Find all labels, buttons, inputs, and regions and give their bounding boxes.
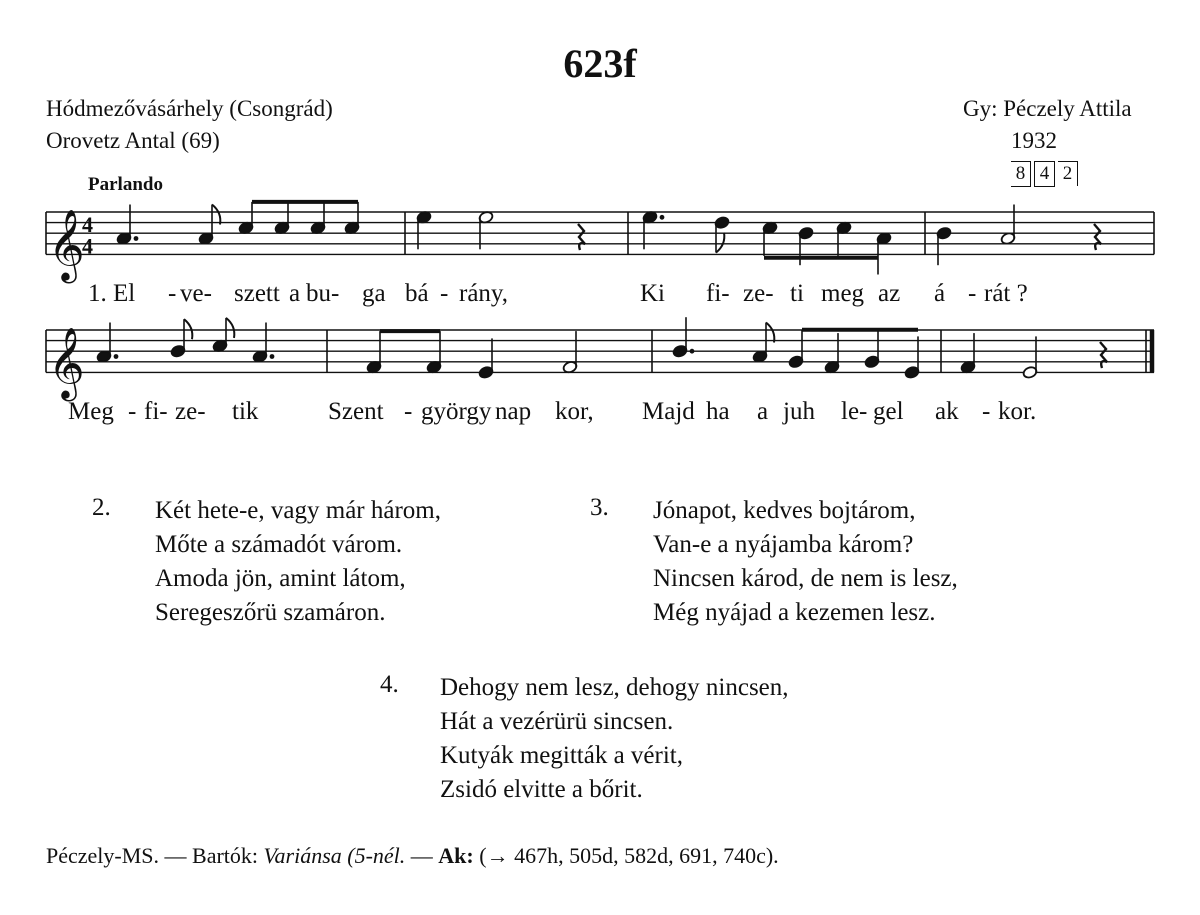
verse-line: Zsidó elvitte a bőrit. — [440, 776, 643, 803]
verse-number: 3. — [590, 494, 609, 521]
footnote-dash: — — [405, 843, 439, 868]
verse-2 — [155, 494, 441, 630]
lyric-syllable: 1. El — [88, 280, 136, 307]
note-dot — [270, 354, 275, 359]
verse-3 — [653, 494, 958, 630]
verse-line: Mőte a számadót várom. — [155, 531, 403, 558]
page-title: 623f — [563, 41, 637, 86]
lyric-syllable: Meg — [68, 398, 114, 425]
lyric-syllable: fi- — [144, 398, 168, 425]
lyric-syllable: - — [404, 398, 413, 425]
quarter-rest-icon — [1100, 342, 1107, 368]
verse-line: Hát a vezérürü sincsen. — [440, 708, 674, 735]
lyric-syllable: Ki — [640, 280, 665, 307]
verse-line: Amoda jön, amint látom, — [155, 565, 406, 592]
note-dot — [660, 215, 665, 220]
verse-line: Seregeszőrü szamáron. — [155, 599, 386, 626]
lyric-syllable: kor, — [555, 398, 594, 425]
lyric-syllable: bá — [405, 280, 429, 307]
lyric-syllable: - — [982, 398, 991, 425]
time-signature-top: 4 — [82, 212, 93, 238]
lyric-syllable: ve- — [180, 280, 212, 307]
quarter-rest-icon — [578, 224, 585, 250]
lyric-syllable: ze- — [175, 398, 206, 425]
lyric-syllable: - — [168, 280, 177, 307]
verse-line: Jónapot, kedves bojtárom, — [653, 497, 916, 524]
code-box-2: 4 — [1034, 161, 1055, 187]
note-flag — [212, 205, 220, 225]
note-dot — [114, 354, 119, 359]
lyric-syllable: juh — [783, 398, 815, 425]
lyric-syllable: ga — [362, 280, 386, 307]
footnote-source: Péczely-MS. — Bartók: — [46, 843, 264, 868]
source-footnote — [46, 843, 779, 869]
lyric-syllable: fi- — [706, 280, 730, 307]
footnote-variant: Variánsa (5-nél. — [263, 843, 406, 868]
verse-4 — [440, 671, 789, 807]
lyric-syllable: - — [440, 280, 449, 307]
lyric-syllable: a — [289, 280, 301, 307]
lyric-syllable: gel — [873, 398, 904, 425]
note-flag — [716, 233, 724, 253]
footnote-refs: (→ 467h, 505d, 582d, 691, 740c). — [473, 843, 779, 868]
lyric-syllable: györgy — [421, 398, 492, 425]
verse-line: Dehogy nem lesz, dehogy nincsen, — [440, 674, 789, 701]
lyric-syllable: ti — [790, 280, 804, 307]
code-box-1: 8 — [1011, 161, 1031, 187]
lyric-syllable: ak — [935, 398, 959, 425]
verse-number: 4. — [380, 671, 399, 698]
singer-label: Orovetz Antal (69) — [46, 128, 220, 153]
place-label: Hódmezővásárhely (Csongrád) — [46, 96, 333, 121]
lyric-syllable: nap — [495, 398, 532, 425]
lyric-syllable: a — [757, 398, 769, 425]
footnote-ak-label: Ak: — [438, 843, 474, 868]
note-flag — [766, 323, 774, 343]
quarter-rest-icon — [1094, 224, 1101, 250]
note-flag — [184, 319, 192, 339]
lyric-syllable: Szent — [328, 398, 384, 425]
lyric-syllable: rány, — [459, 280, 509, 307]
lyric-syllable: meg — [821, 280, 865, 307]
verse-line: Még nyájad a kezemen lesz. — [653, 599, 936, 626]
lyric-syllable: szett — [234, 280, 280, 307]
lyric-syllable: á — [934, 280, 946, 307]
treble-clef-icon: 𝄞 — [48, 325, 85, 399]
note-dot — [690, 349, 695, 354]
lyric-syllable: ha — [706, 398, 730, 425]
lyric-syllable: - — [128, 398, 137, 425]
lyric-syllable: ze- — [743, 280, 774, 307]
lyric-syllable: rát ? — [984, 280, 1028, 307]
verse-line: Két hete-e, vagy már három, — [155, 497, 441, 524]
tempo-marking: Parlando — [88, 174, 163, 195]
lyric-syllable: az — [878, 280, 901, 307]
verse-line: Nincsen károd, de nem is lesz, — [653, 565, 958, 592]
lyric-syllable: tik — [232, 398, 259, 425]
treble-clef-icon: 𝄞 — [48, 207, 85, 281]
verse-number: 2. — [92, 494, 111, 521]
lyric-syllable: - — [968, 280, 977, 307]
lyric-syllable: kor. — [998, 398, 1037, 425]
collector-label: Gy: Péczely Attila — [963, 96, 1132, 121]
verse-line: Van-e a nyájamba károm? — [653, 531, 914, 558]
code-box-3: 2 — [1058, 161, 1078, 186]
lyric-syllable: le- — [841, 398, 868, 425]
year-label: 1932 — [1011, 128, 1057, 153]
note-dot — [134, 236, 139, 241]
lyric-syllable: Majd — [642, 398, 695, 425]
time-signature-bottom: 4 — [82, 233, 93, 259]
verse-line: Kutyák megitták a vérit, — [440, 742, 683, 769]
lyric-syllable: bu- — [306, 280, 340, 307]
note-flag — [226, 318, 234, 338]
